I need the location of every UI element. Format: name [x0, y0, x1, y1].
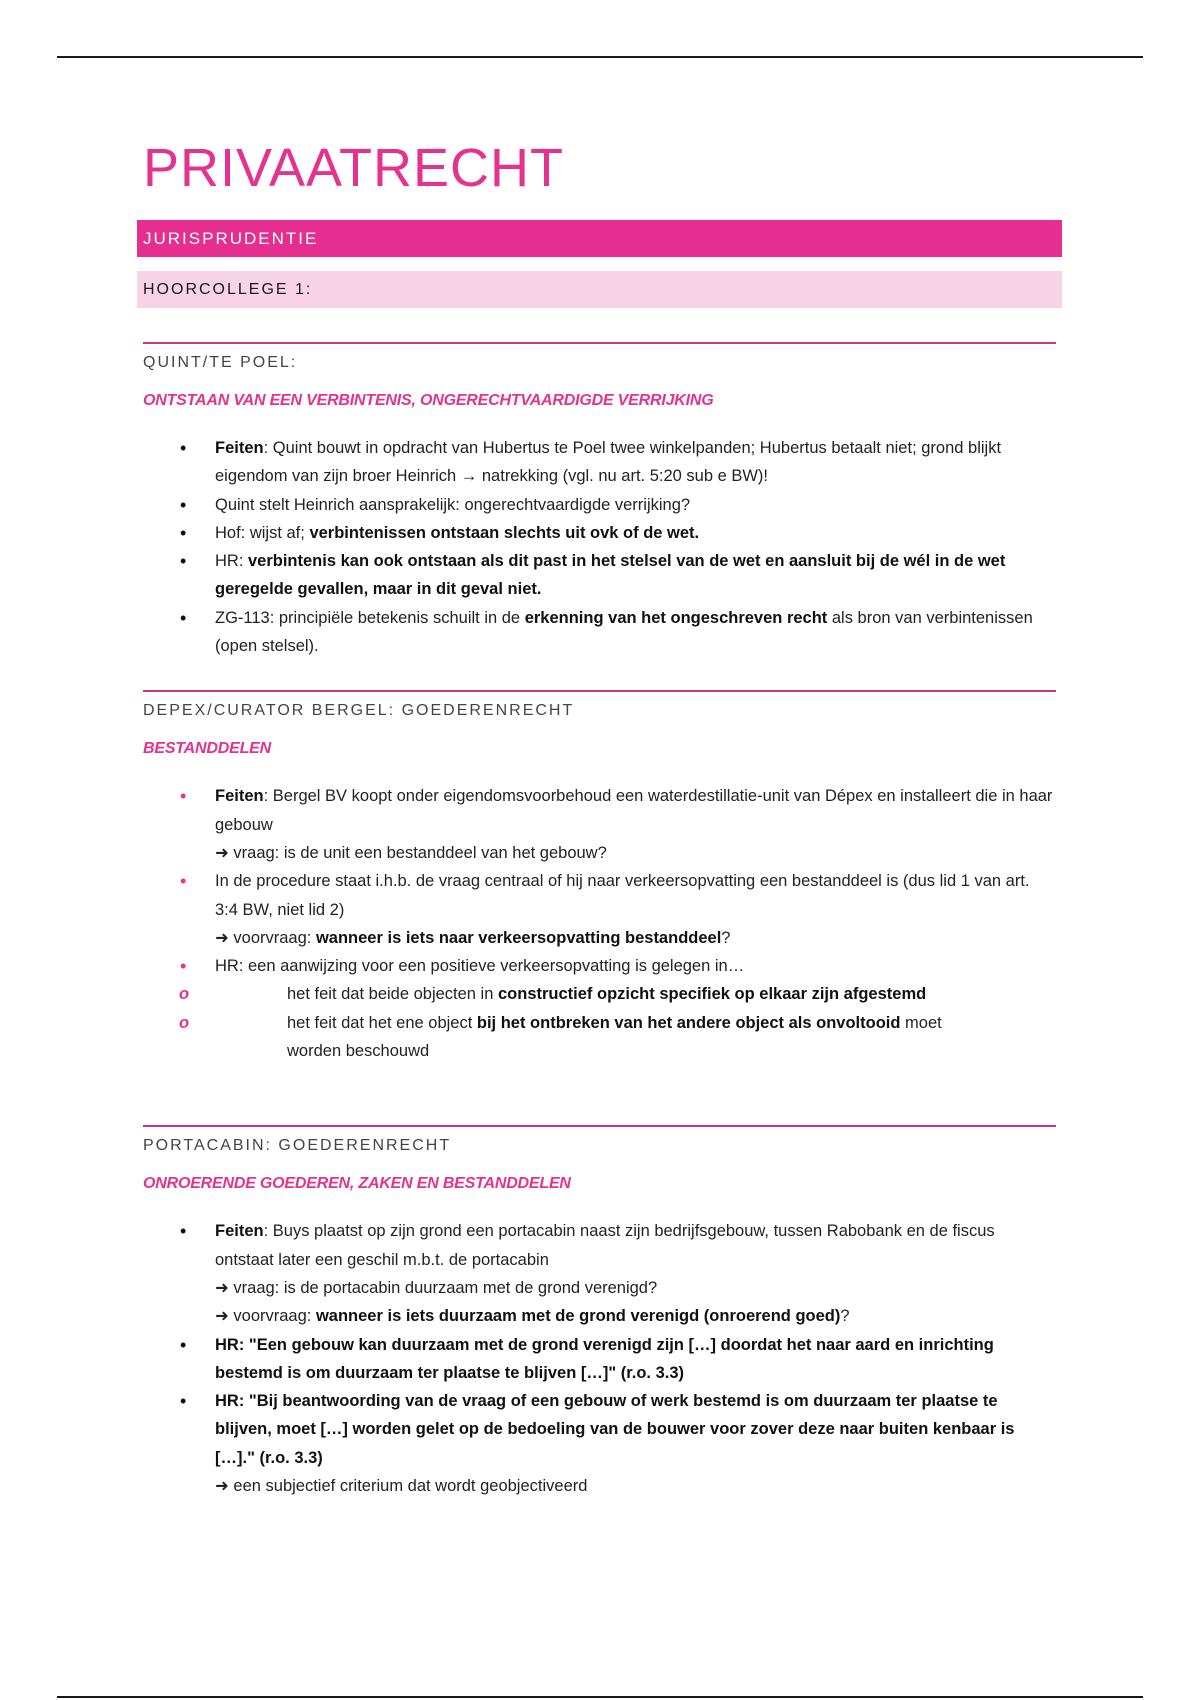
list-item: • HR: "Bij beantwoording van de vraag of een gebouw of werk bestemd is om duurzaam ter plaatse te blijven, moet […] worden gelet op de bedoeling van de bouwer voor zover deze naar buiten kenbaar is […]." (r.o. 3.3) ➜ een subjectief criterium dat wordt geobjectiveerd [143, 1387, 1056, 1500]
list-item: • Feiten: Buys plaatst op zijn grond een portacabin naast zijn bedrijfsgebouw, tussen Rabobank en de fiscus ontstaat later een geschil m.b.t. de portacabin ➜ vraag: is de portacabin duurzaam met de grond verenigd? ➜ voorvraag: wanneer is iets duurzaam met de grond verenigd (onroerend goed)? [143, 1217, 1056, 1330]
sub-list-item: o het feit dat beide objecten in constructief opzicht specifiek op elkaar zijn afgestemd [143, 980, 1056, 1008]
list-item: • Quint stelt Heinrich aansprakelijk: ongerechtvaardigde verrijking? [143, 491, 1056, 519]
list-item: • HR: "Een gebouw kan duurzaam met de grond verenigd zijn […] doordat het naar aard en inrichting bestemd is om duurzaam ter plaatse te blijven […]" (r.o. 3.3) [143, 1331, 1056, 1388]
section-subtitle: BESTANDDELEN [143, 740, 271, 758]
section-rule [143, 690, 1056, 692]
banner-jurisprudentie: JURISPRUDENTIE [137, 220, 1062, 257]
section-title: DEPEX/CURATOR BERGEL: GOEDERENRECHT [143, 702, 575, 720]
document-body [137, 135, 1062, 1500]
document-title: PRIVAATRECHT [143, 138, 565, 198]
bullet-list [143, 1217, 1056, 1500]
list-item: • Feiten: Bergel BV koopt onder eigendomsvoorbehoud een waterdestillatie-unit van Dépex en installeert die in haar gebouw ➜ vraag: is de unit een bestanddeel van het gebouw? [143, 782, 1056, 867]
section-subtitle: ONTSTAAN VAN EEN VERBINTENIS, ONGERECHTVAARDIGDE VERRIJKING [143, 392, 714, 409]
banner-hoorcollege: HOORCOLLEGE 1: [137, 271, 1062, 308]
bottom-rule [57, 1696, 1143, 1698]
list-item: • Feiten: Quint bouwt in opdracht van Hubertus te Poel twee winkelpanden; Hubertus betaalt niet; grond blijkt eigendom van zijn broer Heinrich → natrekking (vgl. nu art. 5:20 sub e BW)! [143, 434, 1056, 491]
section-subtitle: ONROERENDE GOEDEREN, ZAKEN EN BESTANDDELEN [143, 1175, 571, 1193]
section-depex-curator-bergel [143, 690, 1056, 1065]
circle-marker-icon: o [179, 985, 190, 1004]
list-item: • HR: verbintenis kan ook ontstaan als dit past in het stelsel van de wet en aansluit bij de wél in de wet geregelde gevallen, maar in dit geval niet. [143, 547, 1056, 604]
list-item: • In de procedure staat i.h.b. de vraag centraal of hij naar verkeersopvatting een bestanddeel is (dus lid 1 van art. 3:4 BW, niet lid 2) ➜ voorvraag: wanneer is iets naar verkeersopvatting bestanddeel? [143, 867, 1056, 952]
list-item: • ZG-113: principiële betekenis schuilt in de erkenning van het ongeschreven recht als bron van verbintenissen (open stelsel). [143, 604, 1056, 661]
section-rule [143, 1125, 1056, 1127]
list-item: • Hof: wijst af; verbintenissen ontstaan slechts uit ovk of de wet. [143, 519, 1056, 547]
section-title: QUINT/TE POEL: [143, 354, 298, 371]
section-portacabin [143, 1125, 1056, 1500]
section-rule [143, 342, 1056, 344]
sub-list-item: o het feit dat het ene object bij het ontbreken van het andere object als onvoltooid moet worden beschouwd [143, 1009, 1056, 1066]
section-title: PORTACABIN: GOEDERENRECHT [143, 1137, 452, 1155]
bullet-list [143, 782, 1056, 1065]
circle-marker-icon: o [179, 1013, 190, 1032]
section-quint-te-poel [143, 342, 1056, 660]
sub-list [143, 980, 1056, 1065]
top-rule [57, 56, 1143, 58]
list-item: • HR: een aanwijzing voor een positieve verkeersopvatting is gelegen in… o het feit dat beide objecten in constructief opzicht specifiek op elkaar zijn afgestemd o het feit dat het ene object bij het ontbreken van het andere object als onvoltooid moet worden beschouwd [143, 952, 1056, 1065]
bullet-list [143, 434, 1056, 660]
